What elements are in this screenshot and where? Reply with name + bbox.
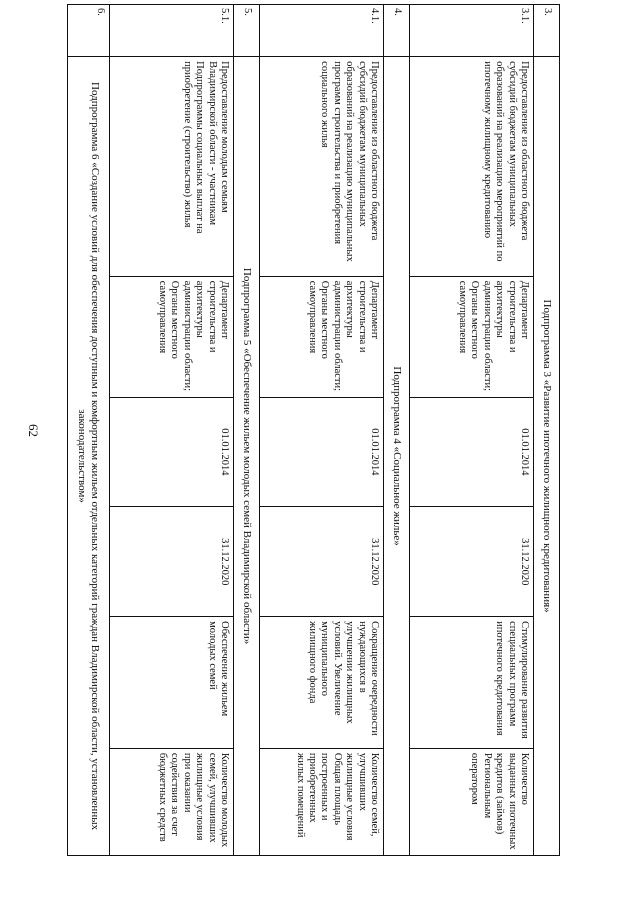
subprogram-header-row (384, 5, 410, 856)
row-number: 4. (384, 5, 410, 57)
subprogram-title: Подпрограмма 4 «Социальное жилье» (384, 57, 410, 856)
table-row (410, 5, 534, 856)
subprogram-title: Подпрограмма 3 «Развитие ипотечного жилищного кредитования» (534, 57, 560, 856)
end-date: 31.12.2020 (110, 507, 234, 617)
start-date: 01.01.2014 (410, 397, 534, 507)
row-number: 5. (234, 5, 260, 57)
executor: Департамент строительства и архитектуры администрации области; Органы местного самоуправления (110, 276, 234, 397)
end-date: 31.12.2020 (410, 507, 534, 617)
measure-name: Предоставление из областного бюджета субсидий бюджетам муниципальных образований на реализацию мероприятий по ипотечному жилищному кредитованию (410, 57, 534, 277)
table-row (110, 5, 234, 856)
expected-result: Сокращение очередности нуждающихся в улучшении жилищных условий. Увеличение муниципального жилищного фонда (260, 617, 384, 749)
subprogram-title: Подпрограмма 5 «Обеспечение жильем молодых семей Владимирской области» (234, 57, 260, 856)
row-number: 4.1. (260, 5, 384, 57)
end-date: 31.12.2020 (260, 507, 384, 617)
expected-result: Стимулирование развития специальных программ ипотечного кредитования (410, 617, 534, 749)
program-table (67, 4, 560, 856)
row-number: 3.1. (410, 5, 534, 57)
measure-name: Предоставление молодым семьям Владимирской области - участникам Подпрограммы социальных выплат на приобретение (строительство) жилья (110, 57, 234, 277)
executor: Департамент строительства и архитектуры администрации области; Органы местного самоуправления (260, 276, 384, 397)
indicator: Количество семей, улучшивших жилищные условия Общая площадь построенных и приобретенных жилых помещений (260, 748, 384, 855)
measure-name: Предоставление из областного бюджета субсидий бюджетам муниципальных образований на реализацию муниципальных программ строительства и приобретения социального жилья (260, 57, 384, 277)
row-number: 6. (68, 5, 110, 57)
expected-result: Обеспечение жильем молодых семей (110, 617, 234, 749)
indicator: Количество молодых семей, улучшивших жилищные условия при оказании содействия за счет бюджетных средств (110, 748, 234, 855)
row-number: 3. (534, 5, 560, 57)
table-row (260, 5, 384, 856)
start-date: 01.01.2014 (260, 397, 384, 507)
executor: Департамент строительства и архитектуры администрации области; Органы местного самоуправления (410, 276, 534, 397)
subprogram-header-row (68, 5, 110, 856)
page-number: 62 (26, 424, 41, 437)
row-number: 5.1. (110, 5, 234, 57)
program-table-body (68, 5, 560, 856)
subprogram-header-row (234, 5, 260, 856)
rotated-page-content (76, 4, 560, 856)
start-date: 01.01.2014 (110, 397, 234, 507)
subprogram-title: Подпрограмма 6 «Создание условий для обеспечения доступным и комфортным жильем отдельных категорий граждан Владимирской области, установленных законодательством» (68, 57, 110, 856)
indicator: Количество выданных ипотечных кредитов (займов) Региональным оператором (410, 748, 534, 855)
subprogram-header-row (534, 5, 560, 856)
